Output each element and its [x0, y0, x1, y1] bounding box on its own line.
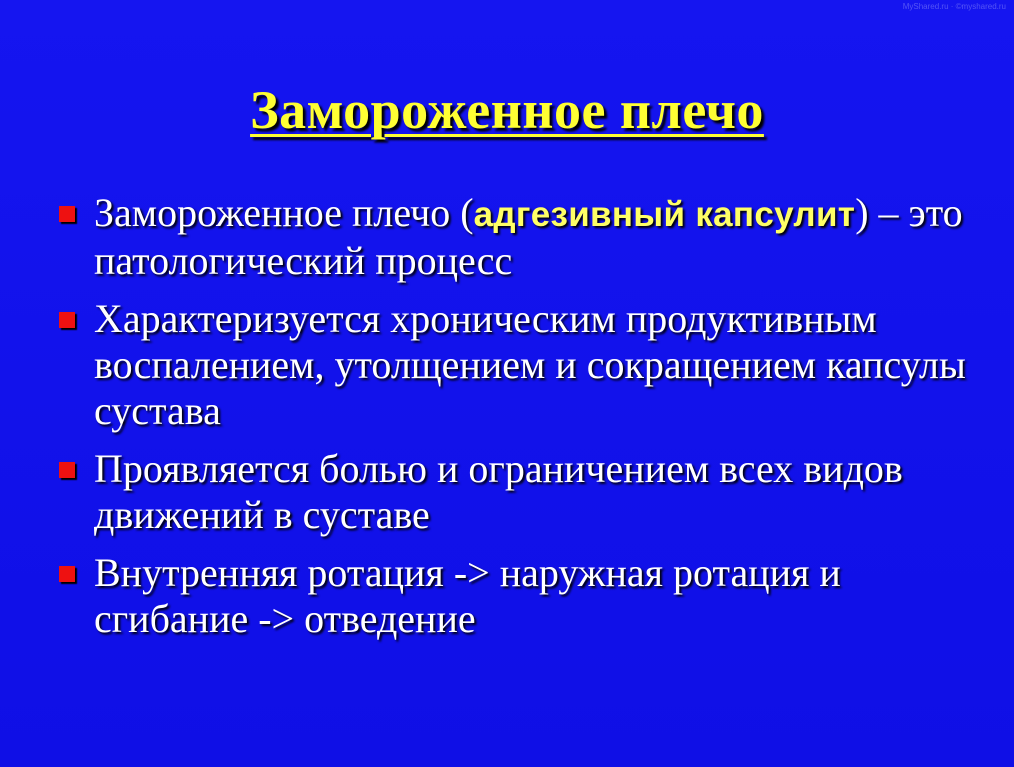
red-square-icon	[59, 312, 75, 328]
red-square-icon	[59, 206, 75, 222]
bullet-item	[56, 296, 1001, 434]
bullet-highlight: адгезивный капсулит	[473, 195, 856, 234]
bullet-text: Внутренняя ротация -> наружная ротация и сгибание -> отведение	[94, 550, 841, 641]
bullet-text: Характеризуется хроническим продуктивным воспалением, утолщением и сокращением капсулы сустава	[94, 296, 966, 433]
bullet-item	[56, 190, 1001, 284]
watermark: MyShared.ru · ©myshared.ru	[902, 2, 1006, 11]
bullet-text-after: ) – это патологический процесс	[94, 190, 963, 283]
bullet-list	[56, 190, 1001, 654]
bullet-item	[56, 446, 1001, 538]
bullet-text: Проявляется болью и ограничением всех видов движений в суставе	[94, 446, 903, 537]
red-square-icon	[59, 566, 75, 582]
slide-title-text: Замороженное плечо	[250, 80, 764, 140]
red-square-icon	[59, 462, 75, 478]
bullet-text: Замороженное плечо (	[94, 190, 474, 235]
slide-title	[0, 78, 1014, 142]
bullet-item	[56, 550, 1001, 642]
